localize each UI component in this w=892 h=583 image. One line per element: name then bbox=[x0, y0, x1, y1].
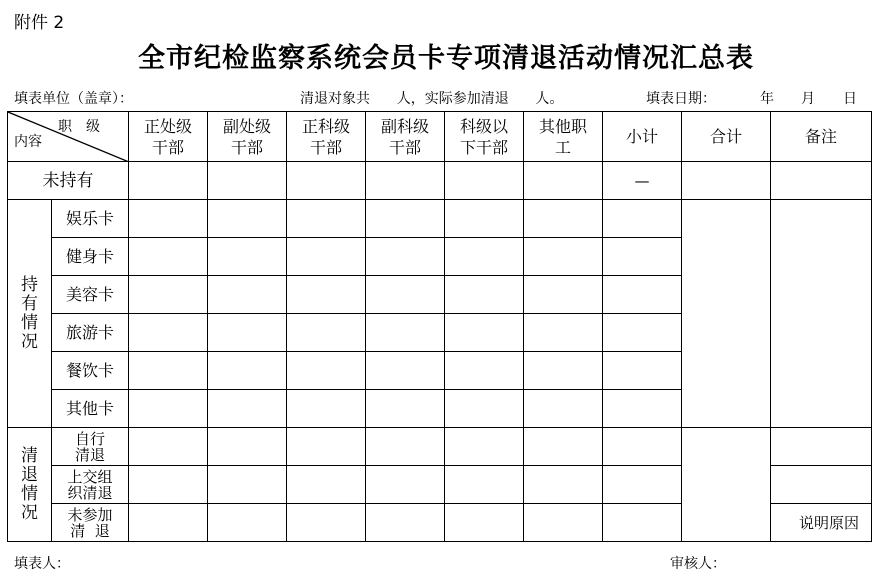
cell[interactable] bbox=[208, 428, 287, 466]
reviewer-label: 审核人： bbox=[670, 556, 726, 572]
cell[interactable] bbox=[366, 390, 445, 428]
cell[interactable] bbox=[445, 352, 524, 390]
cell[interactable] bbox=[445, 276, 524, 314]
row-label-not-held: 未持有 bbox=[8, 162, 129, 200]
cell[interactable] bbox=[366, 238, 445, 276]
cell[interactable] bbox=[287, 162, 366, 200]
cell[interactable] bbox=[366, 276, 445, 314]
reason-note-label: 说明原因 bbox=[798, 513, 859, 532]
filler-label: 填表人： bbox=[14, 556, 70, 572]
cell[interactable] bbox=[287, 238, 366, 276]
cell[interactable] bbox=[603, 466, 682, 504]
cell[interactable] bbox=[366, 200, 445, 238]
cell[interactable] bbox=[208, 390, 287, 428]
row-label-not-participated: 未参加 清 退 bbox=[52, 504, 129, 542]
row-label-travel-card: 旅游卡 bbox=[52, 314, 129, 352]
header-corner-cell bbox=[8, 112, 129, 162]
cell[interactable] bbox=[603, 390, 682, 428]
cell[interactable] bbox=[129, 276, 208, 314]
group-label-holding-text: 持有情况 bbox=[21, 274, 38, 352]
cell[interactable] bbox=[524, 504, 603, 542]
row-label-other-card: 其他卡 bbox=[52, 390, 129, 428]
filling-date-label: 填表日期： bbox=[646, 91, 716, 107]
row-label-submitted-clearance: 上交组 织清退 bbox=[52, 466, 129, 504]
row-not-held bbox=[8, 162, 872, 200]
cell[interactable] bbox=[524, 162, 603, 200]
cell[interactable] bbox=[287, 466, 366, 504]
cell[interactable] bbox=[524, 390, 603, 428]
date-day: 日 bbox=[843, 91, 857, 107]
total-cell-holding[interactable] bbox=[682, 200, 771, 428]
cell[interactable] bbox=[129, 314, 208, 352]
cell[interactable] bbox=[208, 504, 287, 542]
group-label-holding bbox=[8, 200, 52, 428]
cell[interactable] bbox=[366, 162, 445, 200]
cell[interactable] bbox=[603, 200, 682, 238]
cell[interactable] bbox=[445, 238, 524, 276]
row-label-dining-card: 餐饮卡 bbox=[52, 352, 129, 390]
cell[interactable] bbox=[287, 390, 366, 428]
total-cell-clearance[interactable] bbox=[682, 428, 771, 542]
col-header-remarks: 备注 bbox=[771, 112, 872, 162]
cell[interactable] bbox=[445, 504, 524, 542]
row-clearance-1 bbox=[8, 428, 872, 466]
cell[interactable] bbox=[445, 314, 524, 352]
row-label-entertainment-card: 娱乐卡 bbox=[52, 200, 129, 238]
cell[interactable] bbox=[208, 200, 287, 238]
cell[interactable] bbox=[287, 276, 366, 314]
corner-rank-label: 职级 bbox=[58, 119, 114, 135]
date-year: 年 bbox=[760, 91, 774, 107]
filling-unit-label: 填表单位（盖章）： bbox=[14, 91, 133, 107]
cell[interactable] bbox=[129, 162, 208, 200]
remarks-cell-clearance-1[interactable] bbox=[771, 428, 872, 466]
cell[interactable] bbox=[129, 428, 208, 466]
cell[interactable] bbox=[445, 200, 524, 238]
col-header-total: 合计 bbox=[682, 112, 771, 162]
group-label-clearance-text: 清退情况 bbox=[21, 445, 38, 523]
row-label-beauty-card: 美容卡 bbox=[52, 276, 129, 314]
cell[interactable] bbox=[129, 200, 208, 238]
cell[interactable] bbox=[682, 162, 771, 200]
cell[interactable] bbox=[445, 162, 524, 200]
summary-table bbox=[7, 111, 872, 542]
cell[interactable] bbox=[366, 314, 445, 352]
cell[interactable] bbox=[129, 238, 208, 276]
cell[interactable] bbox=[129, 504, 208, 542]
col-header-zhengchu: 正处级 干部 bbox=[129, 112, 208, 162]
cell[interactable] bbox=[208, 276, 287, 314]
remarks-cell-clearance-2[interactable] bbox=[771, 466, 872, 504]
summary-table-wrapper bbox=[7, 111, 872, 542]
col-header-below-ke: 科级以 下干部 bbox=[445, 112, 524, 162]
cell[interactable] bbox=[366, 504, 445, 542]
cell[interactable] bbox=[524, 352, 603, 390]
cell[interactable] bbox=[287, 504, 366, 542]
cell[interactable] bbox=[603, 276, 682, 314]
cell[interactable] bbox=[445, 428, 524, 466]
cell[interactable] bbox=[603, 238, 682, 276]
col-header-subtotal: 小计 bbox=[603, 112, 682, 162]
cell[interactable] bbox=[445, 466, 524, 504]
cell[interactable] bbox=[366, 352, 445, 390]
cell[interactable] bbox=[208, 314, 287, 352]
cell[interactable] bbox=[603, 314, 682, 352]
cell[interactable] bbox=[445, 390, 524, 428]
cell[interactable] bbox=[366, 428, 445, 466]
row-label-self-clearance: 自行 清退 bbox=[52, 428, 129, 466]
cell[interactable] bbox=[287, 200, 366, 238]
cell[interactable] bbox=[287, 314, 366, 352]
col-header-other-staff: 其他职 工 bbox=[524, 112, 603, 162]
cell[interactable] bbox=[524, 276, 603, 314]
clearance-target-label: 清退对象共 人，实际参加清退 人。 bbox=[300, 91, 564, 107]
cell[interactable] bbox=[524, 200, 603, 238]
cell[interactable] bbox=[524, 314, 603, 352]
remarks-cell-holding[interactable] bbox=[771, 200, 872, 428]
row-holding-1 bbox=[8, 200, 872, 238]
cell[interactable] bbox=[208, 162, 287, 200]
cell[interactable] bbox=[524, 466, 603, 504]
cell[interactable] bbox=[287, 352, 366, 390]
cell[interactable] bbox=[287, 428, 366, 466]
col-header-fuchu: 副处级 干部 bbox=[208, 112, 287, 162]
corner-content-label: 内容 bbox=[14, 134, 42, 150]
cell[interactable] bbox=[771, 162, 872, 200]
header-row bbox=[8, 112, 872, 162]
cell[interactable] bbox=[129, 352, 208, 390]
cell[interactable] bbox=[603, 352, 682, 390]
page-title: 全市纪检监察系统会员卡专项清退活动情况汇总表 bbox=[138, 43, 754, 74]
remarks-cell-reason[interactable] bbox=[771, 504, 872, 542]
attachment-label: 附件 2 bbox=[14, 13, 65, 33]
cell[interactable] bbox=[524, 238, 603, 276]
date-month: 月 bbox=[801, 91, 815, 107]
row-label-fitness-card: 健身卡 bbox=[52, 238, 129, 276]
cell[interactable] bbox=[208, 238, 287, 276]
cell[interactable] bbox=[366, 466, 445, 504]
cell[interactable] bbox=[129, 390, 208, 428]
cell[interactable] bbox=[129, 466, 208, 504]
cell[interactable] bbox=[603, 504, 682, 542]
col-header-zhengke: 正科级 干部 bbox=[287, 112, 366, 162]
subtotal-dash: — bbox=[603, 162, 682, 200]
col-header-fuke: 副科级 干部 bbox=[366, 112, 445, 162]
group-label-clearance bbox=[8, 428, 52, 542]
cell[interactable] bbox=[603, 428, 682, 466]
cell[interactable] bbox=[208, 352, 287, 390]
cell[interactable] bbox=[208, 466, 287, 504]
cell[interactable] bbox=[524, 428, 603, 466]
